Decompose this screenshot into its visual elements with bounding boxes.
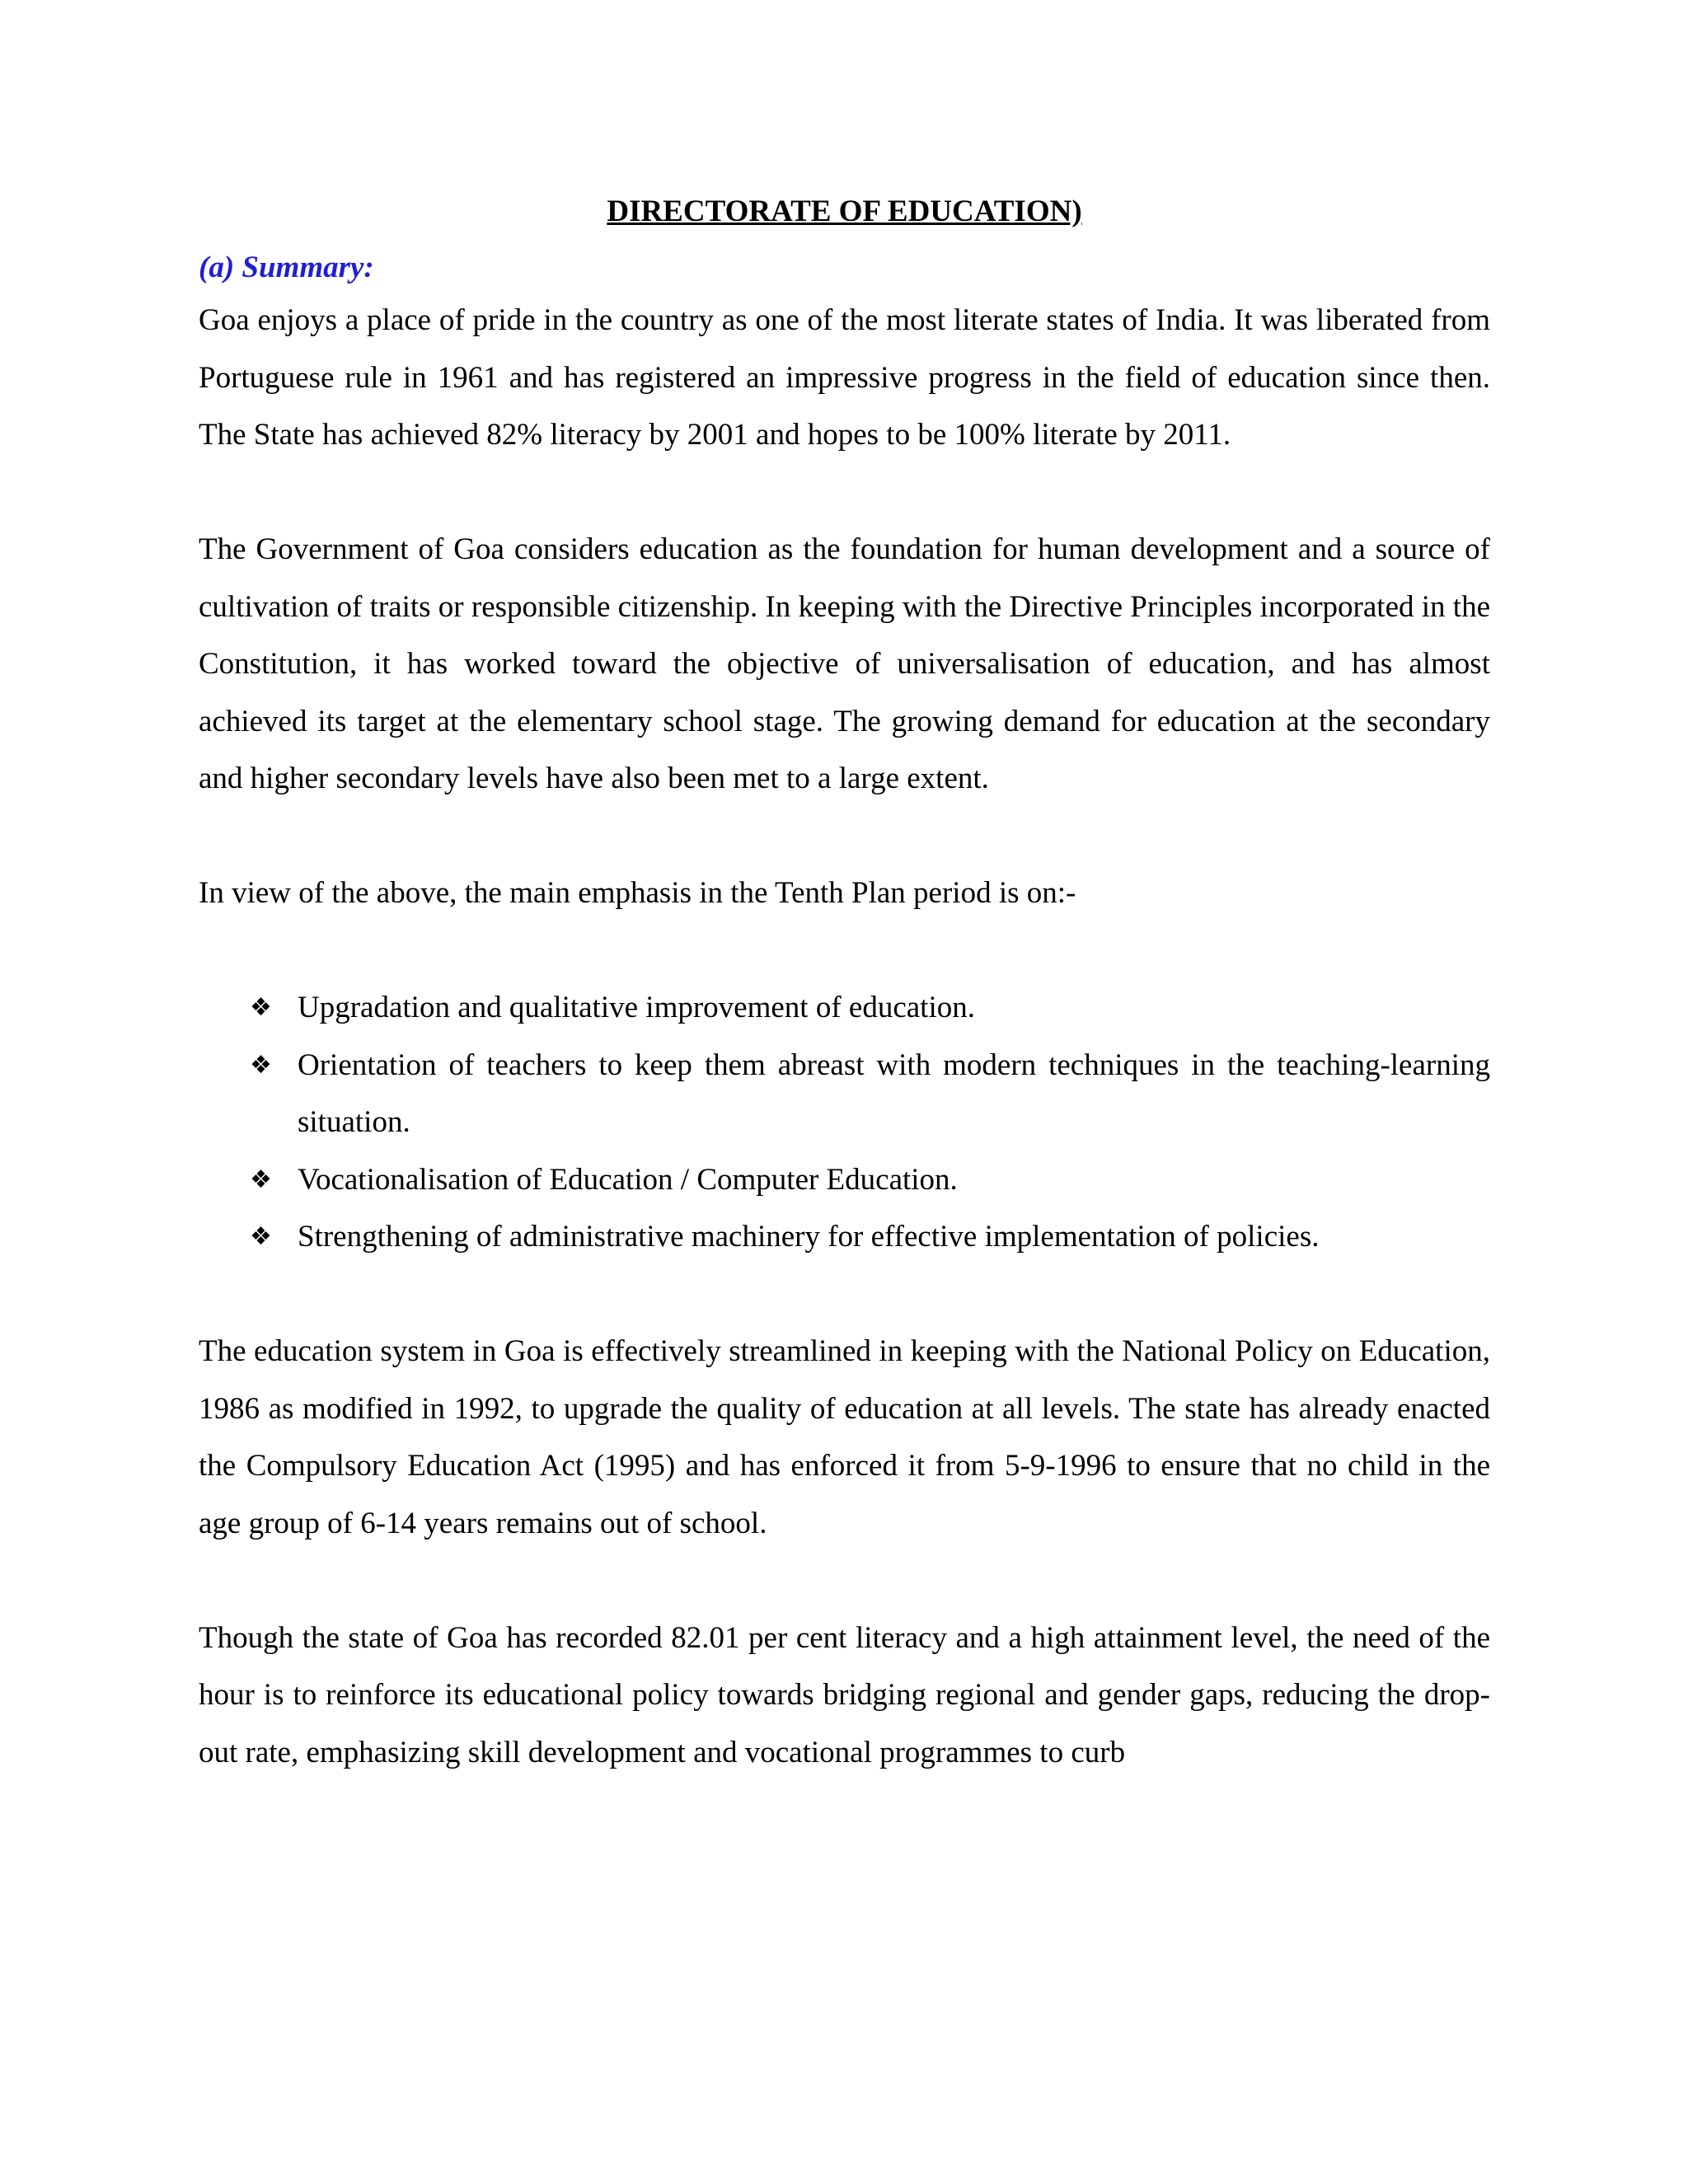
list-item — [250, 1208, 1490, 1266]
paragraph-spacer — [199, 1266, 1490, 1324]
document-page — [199, 188, 1490, 1781]
list-item — [250, 979, 1490, 1037]
page-title: DIRECTORATE OF EDUCATION) — [607, 194, 1082, 228]
paragraph-policy: The education system in Goa is effectively streamlined in keeping with the National Policy on Education, 1986 as modified in 1992, to upgrade the quality of education at all levels. The state has already enacted the Compulsory Education Act (1995) and has enforced it from 5-9-1996 to ensure that no child in the age group of 6-14 years remains out of school. — [199, 1334, 1490, 1540]
list-item-text: Vocationalisation of Education / Computer Education. — [298, 1162, 958, 1197]
paragraph-intro: Goa enjoys a place of pride in the country as one of the most literate states of India. It was liberated from Portuguese rule in 1961 and has registered an impressive progress in the field of education since then. The State has achieved 82% literacy by 2001 and hopes to be 100% literate by 2011. — [199, 303, 1490, 452]
list-item-text: Orientation of teachers to keep them abreast with modern techniques in the teaching-learning situation. — [298, 1047, 1490, 1139]
diamond-bullet-icon: ❖ — [250, 1050, 272, 1080]
paragraph-emphasis-lead: In view of the above, the main emphasis in the Tenth Plan period is on:- — [199, 876, 1076, 910]
list-item-text: Upgradation and qualitative improvement of education. — [298, 991, 975, 1024]
paragraph-spacer — [199, 808, 1490, 865]
paragraph-spacer — [199, 1552, 1490, 1610]
paragraph-spacer — [199, 922, 1490, 980]
diamond-bullet-icon: ❖ — [250, 993, 272, 1022]
diamond-bullet-icon: ❖ — [250, 1222, 272, 1251]
list-item — [250, 1037, 1490, 1151]
list-item-text: Strengthening of administrative machinery for effective implementation of policies. — [298, 1220, 1320, 1254]
paragraph-government: The Government of Goa considers education as the foundation for human development and a source of cultivation of traits or responsible citizenship. In keeping with the Directive Principles incorporated in the Constitution, it has worked toward the objective of universalisation of education, and has almost achieved its target at the elementary school stage. The growing demand for education at the secondary and higher secondary levels have also been met to a large extent. — [199, 532, 1490, 795]
diamond-bullet-icon: ❖ — [250, 1165, 272, 1194]
paragraph-spacer — [199, 464, 1490, 522]
paragraph-literacy: Though the state of Goa has recorded 82.01 per cent literacy and a high attainment level, the need of the hour is to reinforce its educational policy towards bridging regional and gender gaps, reducing the drop-out rate, emphasizing skill development and vocational programmes to curb — [199, 1620, 1490, 1769]
emphasis-list — [199, 979, 1490, 1266]
section-heading: (a) Summary: — [199, 251, 374, 284]
list-item — [250, 1151, 1490, 1209]
